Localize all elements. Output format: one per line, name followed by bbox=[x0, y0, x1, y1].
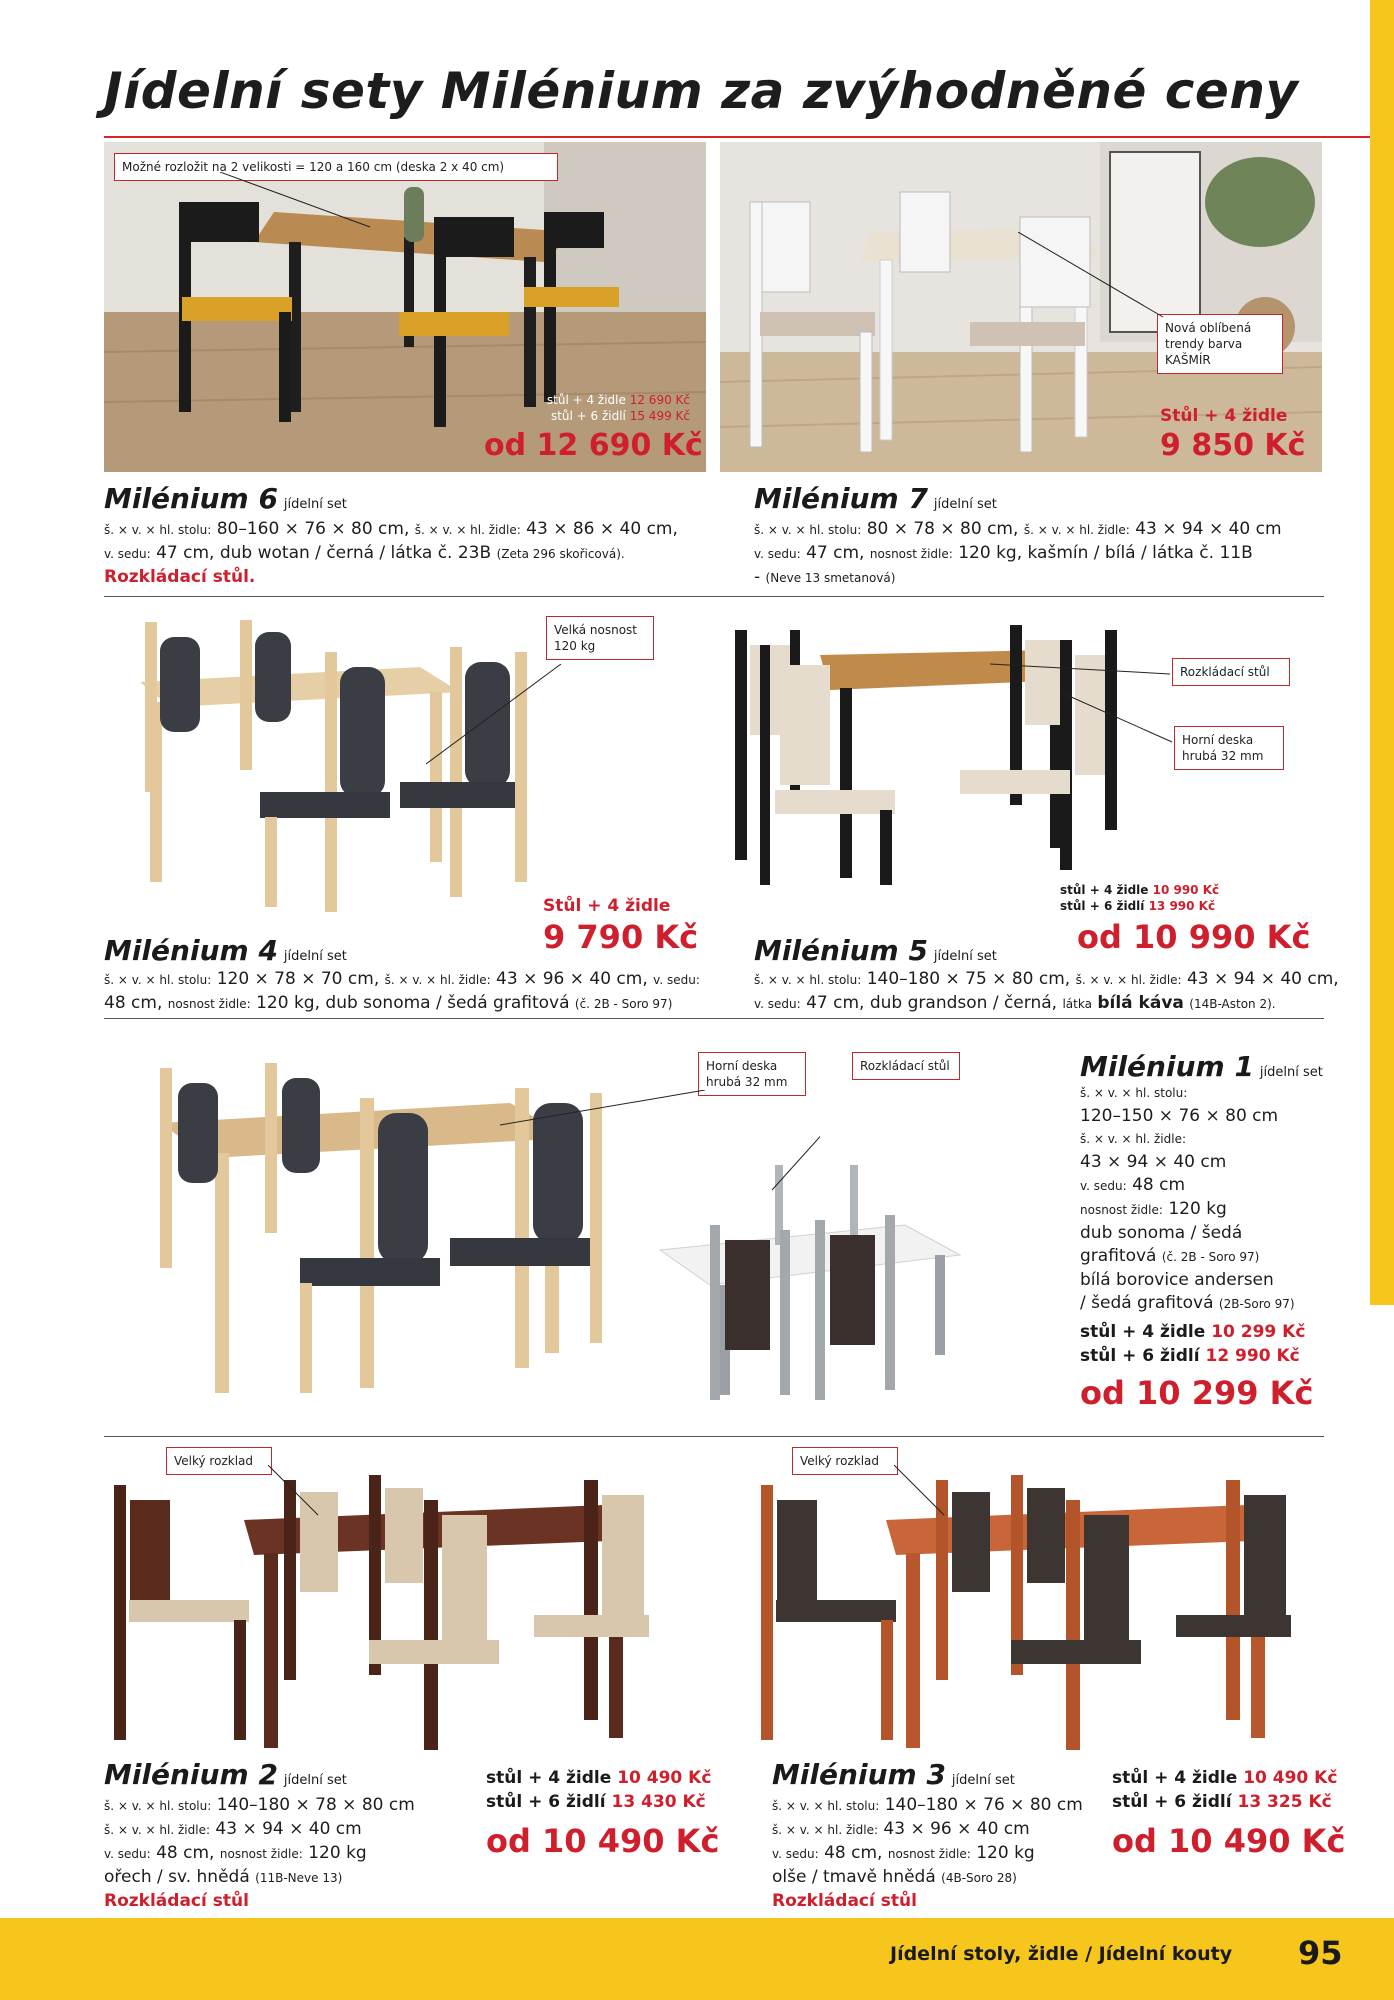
milenium-5-price-lines: stůl + 4 židle 10 990 Kč stůl + 6 židlí 13 990 Kč bbox=[1060, 883, 1220, 913]
callout-pointer-line bbox=[426, 664, 566, 770]
milenium-2-photo bbox=[104, 1460, 674, 1760]
milenium-3-price: od 10 490 Kč bbox=[1112, 1822, 1346, 1860]
milenium-6-name: Milénium 6 jídelní set bbox=[104, 482, 347, 515]
callout-pointer-line bbox=[220, 172, 380, 232]
page-title: Jídelní sety Milénium za zvýhodněné ceny bbox=[104, 62, 1299, 120]
milenium-5-callout-extendable: Rozkládací stůl bbox=[1172, 658, 1290, 686]
milenium-1-name: Milénium 1 jídelní set bbox=[1080, 1050, 1323, 1083]
milenium-4-specs: š. × v. × hl. stolu: 120 × 78 × 70 cm, š. × v. × hl. židle: 43 × 96 × 40 cm, v. sedu: 48 cm, nosnost židle: 120 kg, dub sonoma / šedá grafitová (č. 2B - Soro 97) bbox=[104, 969, 700, 1013]
section-divider bbox=[104, 1436, 1324, 1437]
page-number: 95 bbox=[1298, 1934, 1343, 1972]
milenium-2-specs: š. × v. × hl. stolu: 140–180 × 78 × 80 cm š. × v. × hl. židle: 43 × 94 × 40 cm v. sedu: 48 cm, nosnost židle: 120 kg ořech / sv. hnědá (11B-Neve 13) Rozkládací stůl bbox=[104, 1795, 415, 1911]
callout-pointer-line bbox=[894, 1465, 954, 1525]
milenium-7-callout: Nová oblíbená trendy barva KAŠMÍR bbox=[1157, 314, 1283, 374]
side-accent-strip bbox=[1370, 0, 1394, 1305]
milenium-6-specs: š. × v. × hl. stolu: 80–160 × 76 × 80 cm, š. × v. × hl. židle: 43 × 86 × 40 cm, v. sedu: 47 cm, dub wotan / černá / látka č. 23B (Zeta 296 skořicová). Rozkládací stůl. bbox=[104, 519, 678, 587]
milenium-3-name: Milénium 3 jídelní set bbox=[772, 1758, 1015, 1791]
milenium-6-price: od 12 690 Kč bbox=[484, 428, 703, 463]
milenium-4-price-line: Stůl + 4 židle bbox=[543, 896, 671, 916]
callout-pointer-line bbox=[1018, 232, 1168, 322]
milenium-4-price: 9 790 Kč bbox=[543, 918, 699, 956]
callout-pointer-line bbox=[268, 1465, 328, 1525]
title-divider bbox=[104, 136, 1370, 138]
footer-text: Jídelní stoly, židle / Jídelní kouty bbox=[890, 1943, 1233, 1965]
milenium-5-callout-top: Horní deska hrubá 32 mm bbox=[1174, 726, 1284, 770]
milenium-3-photo bbox=[756, 1460, 1316, 1760]
milenium-2-price: od 10 490 Kč bbox=[486, 1822, 720, 1860]
milenium-5-specs: š. × v. × hl. stolu: 140–180 × 75 × 80 cm, š. × v. × hl. židle: 43 × 94 × 40 cm, v. sedu: 47 cm, dub grandson / černá, látka bílá káva (14B-Aston 2). bbox=[754, 969, 1339, 1013]
section-divider bbox=[104, 596, 1324, 597]
milenium-5-photo bbox=[730, 620, 1130, 890]
milenium-2-price-lines: stůl + 4 židle 10 490 Kč stůl + 6 židlí 13 430 Kč bbox=[486, 1768, 712, 1812]
callout-pointer-lines bbox=[500, 1090, 820, 1260]
milenium-7-price: 9 850 Kč bbox=[1160, 428, 1306, 463]
milenium-1-specs: š. × v. × hl. stolu: 120–150 × 76 × 80 cm š. × v. × hl. židle: 43 × 94 × 40 cm v. sedu: 48 cm nosnost židle: 120 kg dub sonoma / šedá grafitová (č. 2B - Soro 97) bílá borovice andersen / šedá grafitová (2B-Soro 97) bbox=[1080, 1086, 1295, 1313]
milenium-6-photo-prices: stůl + 4 židle 12 690 Kč stůl + 6 židlí 15 499 Kč bbox=[546, 393, 690, 423]
section-divider bbox=[104, 1018, 1324, 1019]
milenium-1-price-lines: stůl + 4 židle 10 299 Kč stůl + 6 židlí 12 990 Kč bbox=[1080, 1322, 1306, 1366]
milenium-1-callout-extendable: Rozkládací stůl bbox=[852, 1052, 960, 1080]
milenium-2-callout: Velký rozklad bbox=[166, 1447, 272, 1475]
milenium-7-name: Milénium 7 jídelní set bbox=[754, 482, 997, 515]
milenium-2-name: Milénium 2 jídelní set bbox=[104, 1758, 347, 1791]
milenium-1-callout-top: Horní deska hrubá 32 mm bbox=[698, 1052, 806, 1096]
milenium-4-callout: Velká nosnost 120 kg bbox=[546, 616, 654, 660]
milenium-5-name: Milénium 5 jídelní set bbox=[754, 934, 997, 967]
milenium-5-price: od 10 990 Kč bbox=[1077, 918, 1311, 956]
milenium-6-callout: Možné rozložit na 2 velikosti = 120 a 160 cm (deska 2 x 40 cm) bbox=[114, 153, 558, 181]
milenium-3-callout: Velký rozklad bbox=[792, 1447, 898, 1475]
milenium-1-price: od 10 299 Kč bbox=[1080, 1374, 1314, 1412]
milenium-3-price-lines: stůl + 4 židle 10 490 Kč stůl + 6 židlí 13 325 Kč bbox=[1112, 1768, 1338, 1812]
milenium-7-photo-price-line: Stůl + 4 židle bbox=[1160, 406, 1288, 426]
milenium-7-specs: š. × v. × hl. stolu: 80 × 78 × 80 cm, š. × v. × hl. židle: 43 × 94 × 40 cm v. sedu: 47 cm, nosnost židle: 120 kg, kašmín / bílá / látka č. 11B - (Neve 13 smetanová) bbox=[754, 519, 1282, 587]
milenium-3-specs: š. × v. × hl. stolu: 140–180 × 76 × 80 cm š. × v. × hl. židle: 43 × 96 × 40 cm v. sedu: 48 cm, nosnost židle: 120 kg olše / tmavě hnědá (4B-Soro 28) Rozkládací stůl bbox=[772, 1795, 1083, 1911]
callout-pointer-lines bbox=[990, 662, 1175, 752]
milenium-4-name: Milénium 4 jídelní set bbox=[104, 934, 347, 967]
